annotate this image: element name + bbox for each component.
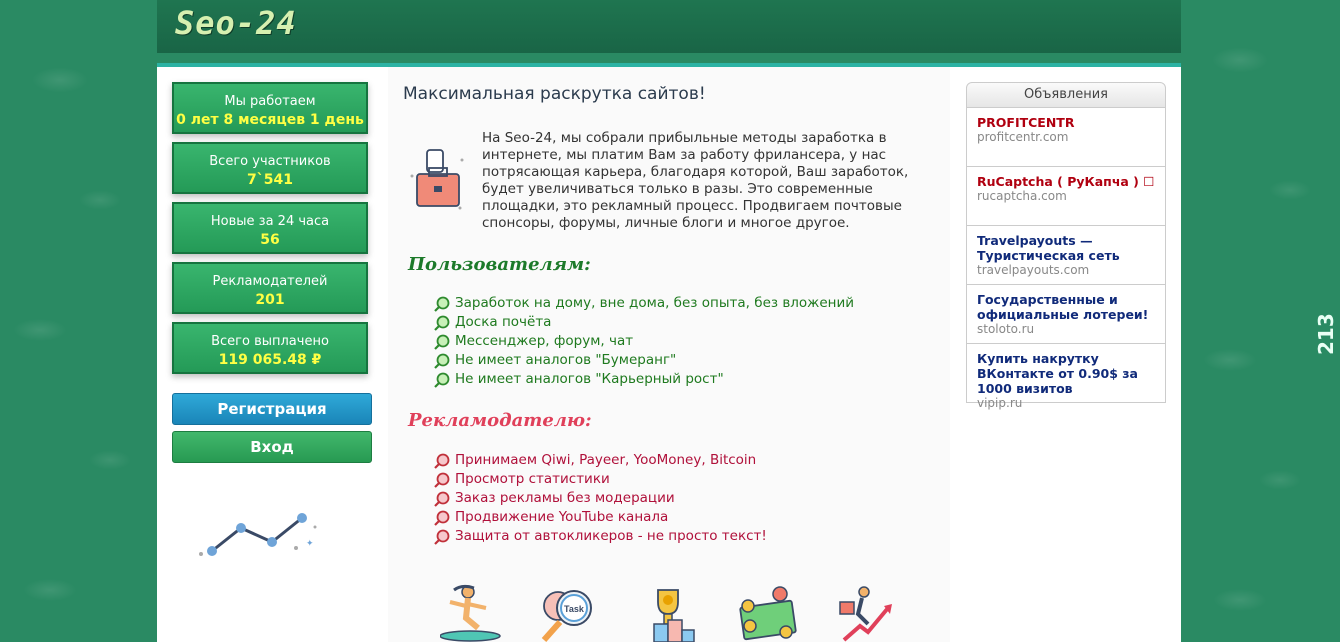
ad-title[interactable]: Государственные и официальные лотереи! — [977, 292, 1149, 322]
list-item — [434, 294, 854, 313]
bullet-icon — [434, 472, 450, 488]
ad-url: vipip.ru — [977, 396, 1023, 410]
ads-panel-title: Объявления — [966, 82, 1166, 108]
site-logo[interactable]: Seo-24 — [175, 4, 297, 42]
list-item-text: Принимаем Qiwi, Payeer, YooMoney, Bitcoin — [455, 452, 757, 468]
list-item — [434, 470, 767, 489]
page-title: Максимальная раскрутка сайтов! — [403, 84, 706, 104]
ad-item[interactable] — [966, 285, 1166, 344]
svg-text:✦: ✦ — [306, 539, 314, 549]
list-item-text: Защита от автокликеров - не просто текст! — [455, 528, 767, 544]
register-button[interactable]: Регистрация — [172, 393, 372, 425]
stat-total-paid — [172, 322, 368, 374]
bullet-icon — [434, 315, 450, 331]
bullet-icon — [434, 529, 450, 545]
stat-value: 7`541 — [247, 172, 293, 188]
trophy-icon — [636, 584, 700, 642]
stat-label: Всего выплачено — [211, 334, 329, 349]
list-item-text: Заказ рекламы без модерации — [455, 490, 675, 506]
stat-label: Мы работаем — [224, 94, 316, 109]
list-item-text: Не имеет аналогов "Карьерный рост" — [455, 371, 724, 387]
stat-value: 56 — [260, 232, 280, 248]
stat-label: Рекламодателей — [212, 274, 328, 289]
briefcase-icon — [408, 146, 466, 214]
stat-working-time — [172, 82, 368, 134]
ad-url: profitcentr.com — [977, 130, 1069, 144]
ad-item[interactable] — [966, 226, 1166, 285]
login-button[interactable]: Вход — [172, 431, 372, 463]
ad-title[interactable]: Travelpayouts — Туристическая сеть — [977, 233, 1120, 263]
stat-new-24h — [172, 202, 368, 254]
ad-url: travelpayouts.com — [977, 263, 1090, 277]
bullet-icon — [434, 296, 450, 312]
task-label: Task — [564, 604, 584, 614]
online-counter: 213 — [1314, 313, 1338, 355]
surfer-icon — [440, 584, 504, 642]
list-item — [434, 527, 767, 546]
list-item — [434, 489, 767, 508]
list-item — [434, 508, 767, 527]
ad-url: stoloto.ru — [977, 322, 1035, 336]
site-header — [157, 0, 1181, 53]
users-heading: Пользователям: — [408, 254, 591, 275]
stat-value: 201 — [255, 292, 285, 308]
stat-label: Новые за 24 часа — [210, 214, 330, 229]
advertisers-heading: Рекламодателю: — [408, 410, 592, 431]
ad-url: rucaptcha.com — [977, 189, 1067, 203]
list-item-text: Доска почёта — [455, 314, 552, 330]
users-features-list — [434, 294, 854, 389]
ads-panel — [966, 82, 1166, 410]
ad-title[interactable]: PROFITCENTR — [977, 115, 1075, 130]
list-item — [434, 351, 854, 370]
bullet-icon — [434, 453, 450, 469]
list-item-text: Заработок на дому, вне дома, без опыта, без вложений — [455, 295, 855, 311]
list-item — [434, 451, 767, 470]
list-item — [434, 332, 854, 351]
ad-item[interactable] — [966, 344, 1166, 410]
intro-text: На Seo-24, мы собрали прибыльные методы заработка в интернете, мы платим Вам за работу фрилансера, у нас потрясающая карьера, благодаря которой, Ваш заработок, будет увеличиваться только в разы. Это современные площадки, это рекламный процесс. Продвигаем почтовые спонсоры, форумы, личные блоги и многое другое. — [482, 130, 909, 231]
task-gear-icon — [536, 584, 600, 642]
ad-title[interactable]: Купить накрутку ВКонтакте от 0.90$ за 1000 визитов — [977, 351, 1138, 396]
growth-chart-icon — [834, 584, 898, 642]
list-item-text: Просмотр статистики — [455, 471, 610, 487]
ad-title[interactable]: RuCaptcha ( РуКапча ) ☐ — [977, 174, 1155, 189]
ad-item[interactable] — [966, 108, 1166, 167]
stat-value: 119 065.48 ₽ — [218, 352, 322, 368]
bullet-icon — [434, 353, 450, 369]
bullet-icon — [434, 510, 450, 526]
stat-value: 0 лет 8 месяцев 1 день — [176, 112, 364, 128]
bullet-icon — [434, 491, 450, 507]
stat-label: Всего участников — [209, 154, 331, 169]
stat-advertisers — [172, 262, 368, 314]
bullet-icon — [434, 334, 450, 350]
list-item — [434, 370, 854, 389]
list-item — [434, 313, 854, 332]
ad-item[interactable] — [966, 167, 1166, 226]
list-item-text: Не имеет аналогов "Бумеранг" — [455, 352, 677, 368]
list-item-text: Продвижение YouTube канала — [455, 509, 669, 525]
stat-total-members — [172, 142, 368, 194]
line-graph-illustration-icon — [196, 510, 321, 562]
bullet-icon — [434, 372, 450, 388]
money-pin-icon — [736, 584, 800, 642]
list-item-text: Мессенджер, форум, чат — [455, 333, 634, 349]
advertisers-features-list — [434, 451, 767, 546]
